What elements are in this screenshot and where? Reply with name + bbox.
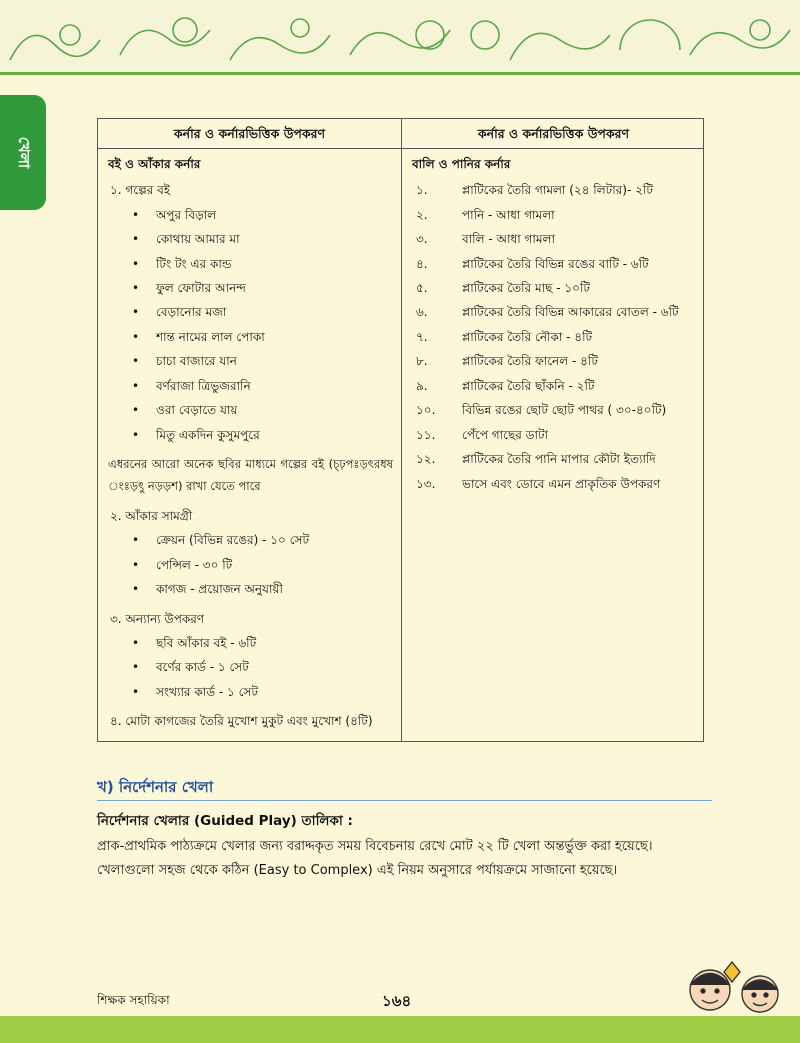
section-heading: খ) নির্দেশনার খেলা (97, 776, 213, 801)
list-item: বর্ণরাজা ত্রিভুজরানি (156, 379, 251, 393)
bullet-icon: • (132, 685, 140, 699)
bullet-icon: • (132, 533, 140, 547)
bullet-icon: • (132, 428, 140, 442)
item-number: ৮. (416, 354, 428, 368)
list-item: পেঁপে গাছের ডাটা (462, 428, 548, 442)
list-item: প্লাটিকের তৈরি নৌকা - ৪টি (462, 330, 593, 344)
item-number: ৭. (416, 330, 428, 344)
bullet-icon: • (132, 257, 140, 271)
item-number: ৬. (416, 305, 428, 319)
materials-table (97, 118, 704, 742)
bullet-icon: • (132, 305, 140, 319)
item-number: ১. (416, 183, 428, 197)
right-column-header: কর্নার ও কর্নারভিত্তিক উপকরণ (477, 126, 630, 141)
list-item: প্লাটিকের তৈরি ছাঁকনি - ২টি (462, 379, 595, 393)
note-paragraph: এধরনের আরো অনেক ছবির মাধ্যমে গল্পের বই (চ্ঢ়পঃড়ৎরধষ ংঃড়ৎু নড়ড়শ) রাখা যেতে পারে (108, 457, 393, 493)
group-label: ৪. মোটা কাগজের তৈরি মুখোশ মুকুট এবং মুখোশ (৪টি) (110, 714, 373, 728)
floral-border-illustration (0, 0, 800, 75)
bullet-icon: • (132, 330, 140, 344)
list-item: শান্ত নামের লাল পোকা (156, 330, 265, 344)
item-number: ১২. (416, 452, 436, 466)
list-item: প্লাটিকের তৈরি ফানেল - ৪টি (462, 354, 598, 368)
body-paragraph-line: প্রাক-প্রাথমিক পাঠ্যক্রমে খেলার জন্য বরাদ্দকৃত সময় বিবেচনায় রেখে মোট ২২ টি খেলা অন্তর্ভুক্ত করা হয়েছে। (97, 839, 653, 854)
body-paragraph-line: খেলাগুলো সহজ থেকে কঠিন (Easy to Complex) এই নিয়ম অনুসারে পর্যায়ক্রমে সাজানো হয়েছে। (97, 863, 618, 878)
list-item: বেড়ানোর মজা (156, 305, 227, 319)
list-item: পেন্সিল - ৩০ টি (156, 558, 233, 572)
item-number: ১০. (416, 403, 436, 417)
bullet-icon: • (132, 232, 140, 246)
bullet-icon: • (132, 558, 140, 572)
bullet-icon: • (132, 379, 140, 393)
list-item: প্লাটিকের তৈরি গামলা (২৪ লিটার)- ২টি (462, 183, 653, 197)
item-number: ৯. (416, 379, 428, 393)
bullet-icon: • (132, 582, 140, 596)
column-divider (401, 119, 402, 741)
list-item: কাগজ - প্রয়োজন অনুযায়ী (156, 582, 283, 596)
section-subheading: নির্দেশনার খেলার (Guided Play) তালিকা : (97, 813, 353, 829)
list-item: পানি - আধা গামলা (462, 208, 555, 222)
item-number: ২. (416, 208, 428, 222)
bullet-icon: • (132, 208, 140, 222)
bullet-icon: • (132, 354, 140, 368)
list-item: প্লাটিকের তৈরি পানি মাপার কৌটা ইত্যাদি (462, 452, 656, 466)
list-item: ফুল ফোটার আনন্দ (156, 281, 246, 295)
bullet-icon: • (132, 403, 140, 417)
list-item: ভাসে এবং ডোবে এমন প্রাকৃতিক উপকরণ (462, 477, 661, 491)
corner-title: বই ও আঁকার কর্নার (108, 157, 201, 171)
group-label: ১. গল্পের বই (110, 183, 171, 197)
chapter-tab (0, 95, 46, 210)
item-number: ৪. (416, 257, 428, 271)
bullet-icon: • (132, 660, 140, 674)
left-column-header: কর্নার ও কর্নারভিত্তিক উপকরণ (173, 126, 326, 141)
list-item: বর্ণের কার্ড - ১ সেট (156, 660, 249, 674)
list-item: সংখ্যার কার্ড - ১ সেট (156, 685, 258, 699)
list-item: প্লাটিকের তৈরি বিভিন্ন রঙের বাটি - ৬টি (462, 257, 649, 271)
footer-book-title: শিক্ষক সহায়িকা (97, 993, 170, 1007)
page-number: ১৬৪ (382, 992, 412, 1010)
list-item: মিতু একদিন কুসুমপুরে (156, 428, 260, 442)
bullet-icon: • (132, 281, 140, 295)
group-label: ২. আঁকার সামগ্রী (110, 509, 193, 523)
chapter-tab-label: খেলা (15, 136, 34, 169)
children-illustration-icon (682, 960, 792, 1018)
list-item: অপুর বিড়াল (156, 208, 217, 222)
list-item: বিভিন্ন রঙের ছোট ছোট পাথর ( ৩০-৪০টি) (462, 403, 667, 417)
item-number: ১১. (416, 428, 436, 442)
list-item: টিং টং এর কান্ড (156, 257, 232, 271)
list-item: ক্রেয়ন (বিভিন্ন রঙের) - ১০ সেট (156, 533, 309, 547)
list-item: ওরা বেড়াতে যায় (156, 403, 238, 417)
list-item: প্লাটিকের তৈরি বিভিন্ন আকারের বোতল - ৬টি (462, 305, 679, 319)
decorative-border (0, 0, 800, 75)
list-item: প্লাটিকের তৈরি মাছ - ১০টি (462, 281, 590, 295)
header-divider (98, 148, 703, 149)
item-number: ৫. (416, 281, 428, 295)
list-item: ছবি আঁকার বই - ৬টি (156, 636, 257, 650)
list-item: চাচা বাজারে যান (156, 354, 237, 368)
item-number: ১৩. (416, 477, 436, 491)
item-number: ৩. (416, 232, 428, 246)
list-item: কোথায় আমার মা (156, 232, 240, 246)
group-label: ৩. অন্যান্য উপকরণ (110, 612, 205, 626)
footer-bar (0, 1016, 800, 1043)
bullet-icon: • (132, 636, 140, 650)
corner-title: বালি ও পানির কর্নার (412, 157, 511, 171)
list-item: বালি - আধা গামলা (462, 232, 555, 246)
